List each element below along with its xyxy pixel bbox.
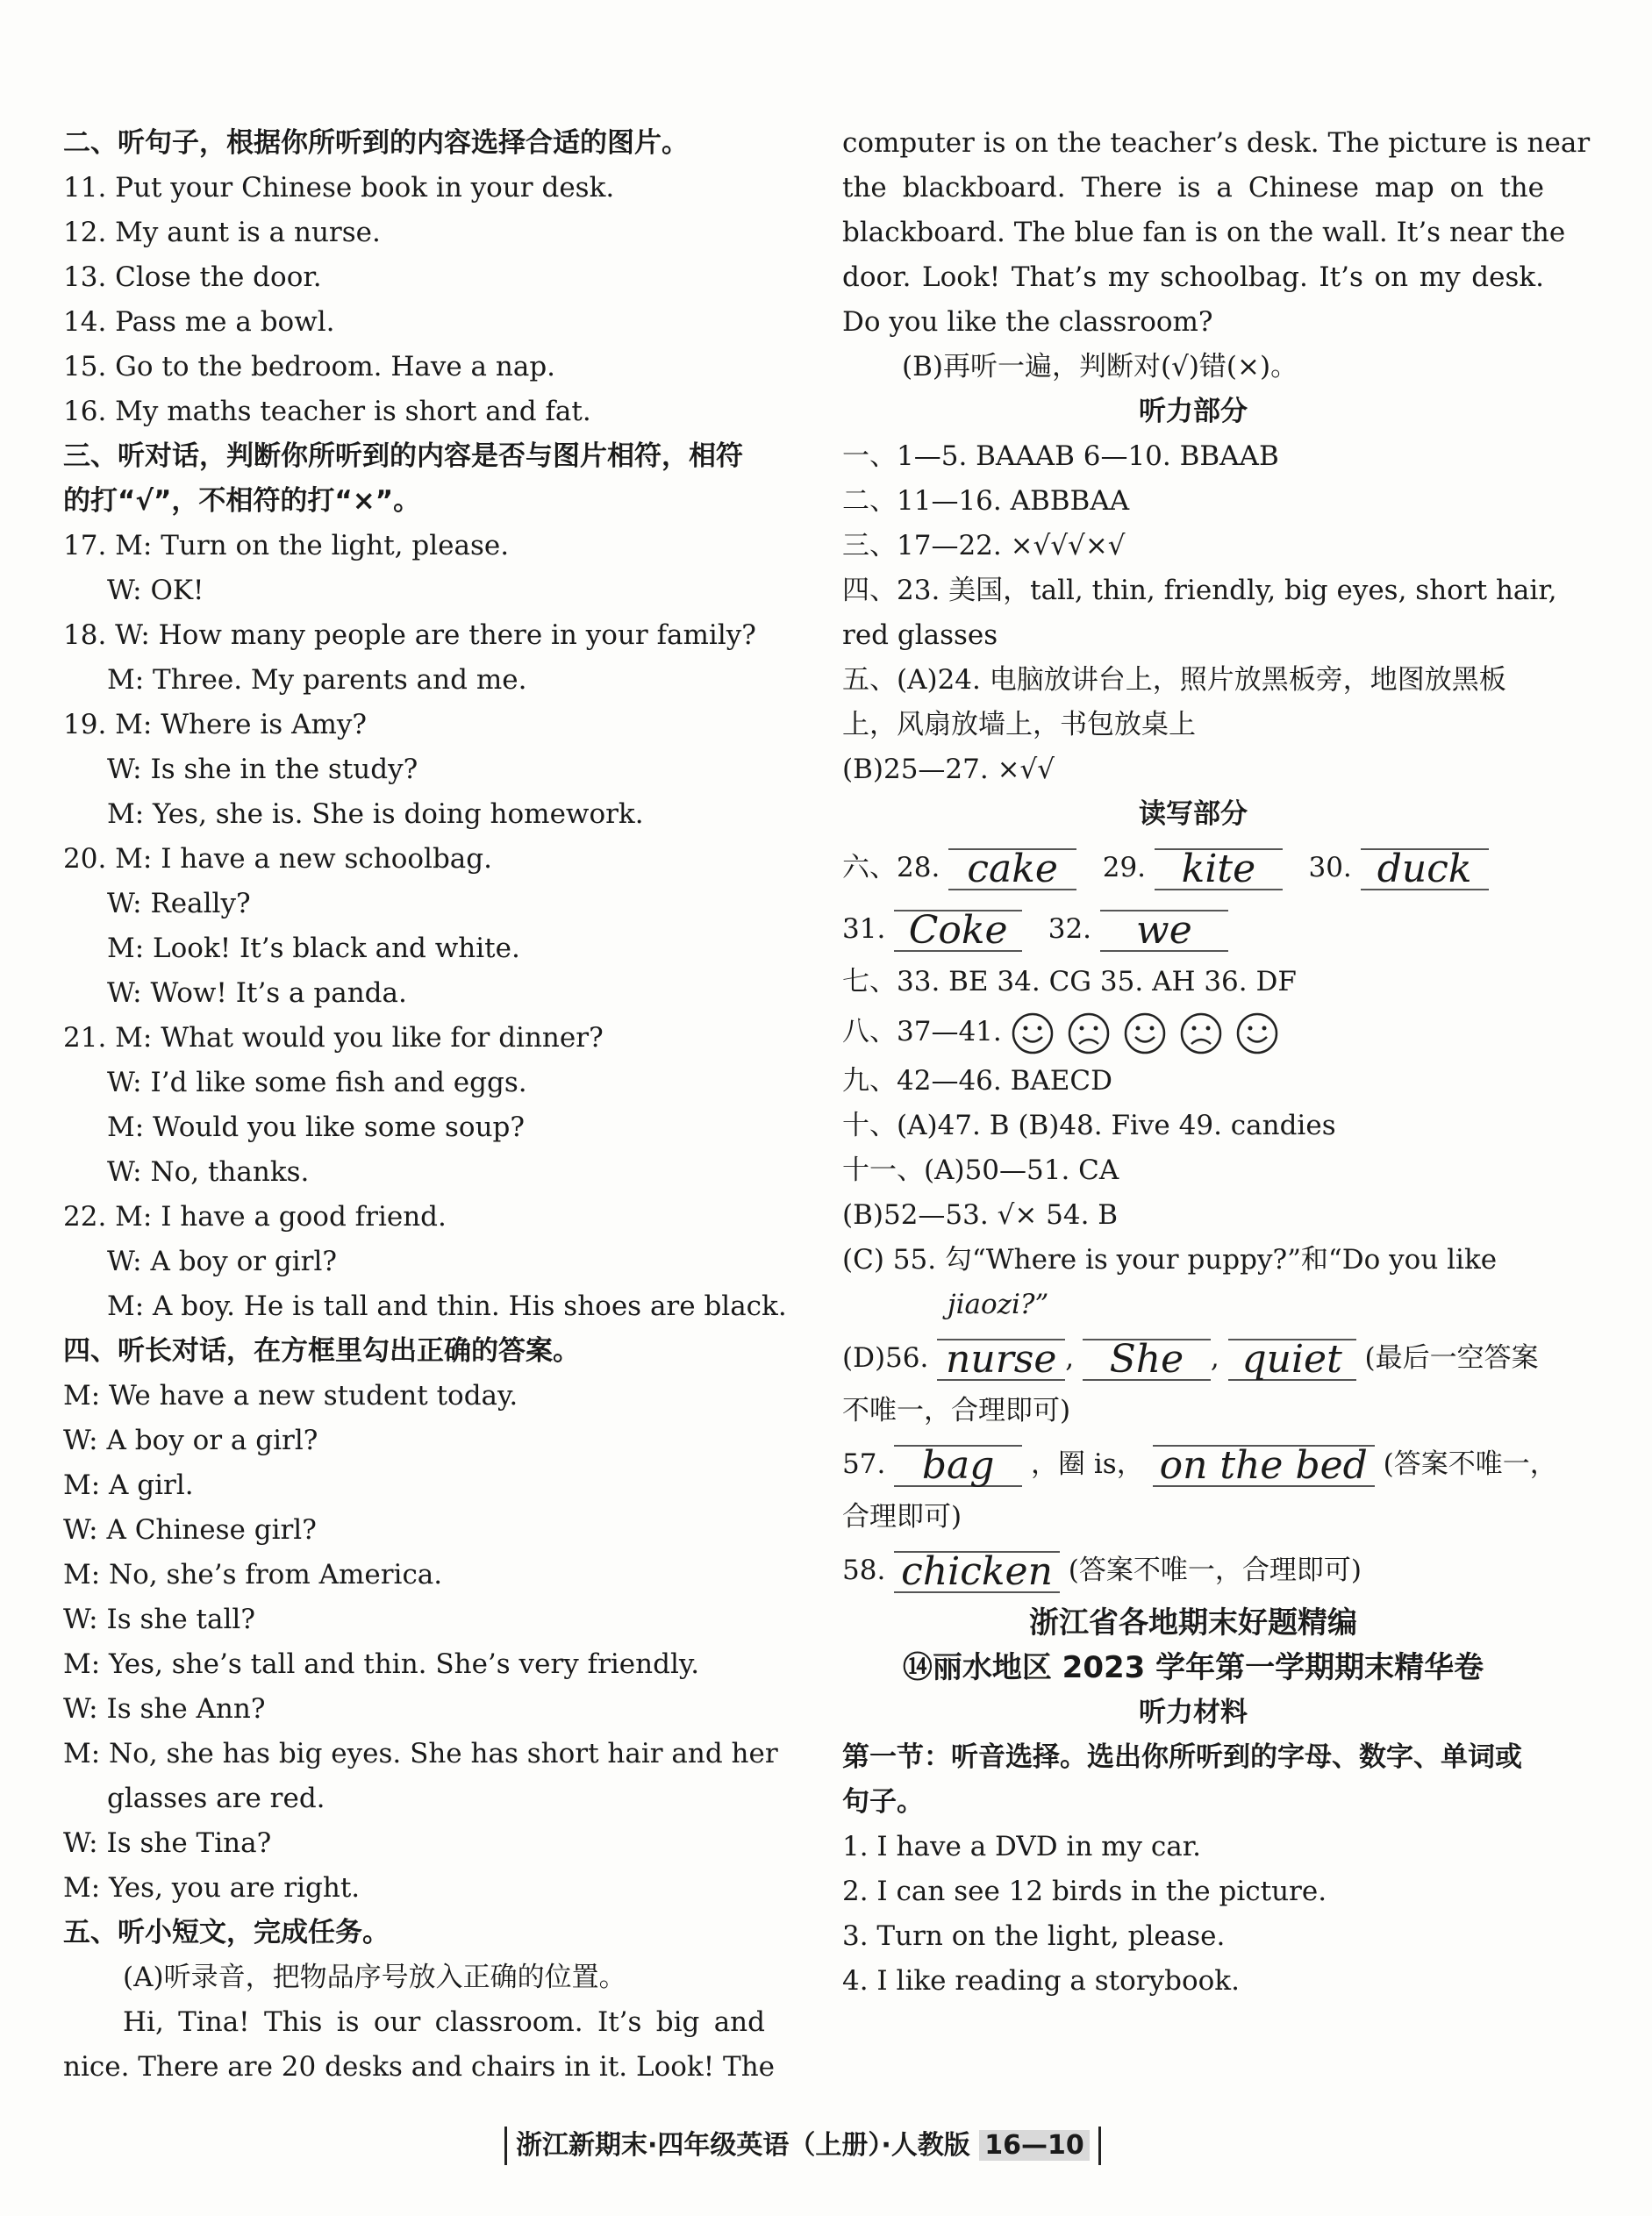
answer-line: 十、(A)47. B (B)48. Five 49. candies: [842, 1110, 1336, 1141]
answer-line: 七、33. BE 34. CG 35. AH 36. DF: [842, 966, 1297, 997]
passage-line: Hi, Tina! This is our classroom. It’s big and: [123, 2006, 765, 2038]
conversation-line: M: Yes, she’s tall and thin. She’s very friendly.: [63, 1648, 700, 1680]
section-3-title-cont: 的打“√”，不相符的打“×”。: [63, 485, 421, 517]
question-line: 1. I have a DVD in my car.: [842, 1831, 1202, 1862]
dialog-18-line: M: Three. My parents and me.: [107, 664, 527, 696]
handwritten-answer: duck: [1361, 848, 1489, 890]
answer-line-handwriting: [842, 1433, 1557, 1495]
answer-line: 九、42—46. BAECD: [842, 1065, 1112, 1097]
handwritten-answer: nurse: [937, 1339, 1065, 1381]
answer-number: 58.: [842, 1555, 886, 1586]
listening-heading: 听力部分: [1139, 396, 1248, 427]
dialog-20-line: W: Wow! It’s a panda.: [107, 977, 407, 1009]
listening-material-heading: 听力材料: [1139, 1697, 1248, 1728]
dialog-22-line: M: A boy. He is tall and thin. His shoes are black.: [107, 1290, 787, 1322]
footer-title: 浙江新期末·四年级英语（上册）·人教版: [516, 2130, 970, 2161]
dialog-20-line: M: Look! It’s black and white.: [107, 933, 520, 964]
dialog-19-line: W: Is she in the study?: [107, 754, 418, 785]
page-number: 16—10: [979, 2130, 1090, 2161]
handwritten-answer: She: [1083, 1339, 1211, 1381]
handwritten-answer: we: [1100, 910, 1228, 952]
sentence-12: 12. My aunt is a nurse.: [63, 217, 381, 248]
answer-number: 六、28.: [842, 852, 940, 883]
passage-line: door. Look! That’s my schoolbag. It’s on my desk.: [842, 261, 1544, 293]
answer-number: (D)56.: [842, 1342, 929, 1374]
conversation-line: W: A boy or a girl?: [63, 1425, 318, 1456]
question-line: 2. I can see 12 birds in the picture.: [842, 1876, 1327, 1907]
answer-number: 30.: [1308, 852, 1352, 883]
handwritten-answer: quiet: [1228, 1339, 1356, 1381]
conversation-line: M: We have a new student today.: [63, 1380, 518, 1412]
conversation-line: M: No, she’s from America.: [63, 1559, 443, 1591]
dialog-17-line: W: OK!: [107, 575, 204, 606]
dialog-22-line: W: A boy or girl?: [107, 1246, 338, 1277]
handwritten-answer: cake: [948, 848, 1076, 890]
dialog-20-line: 20. M: I have a new schoolbag.: [63, 843, 492, 875]
answer-line-faces: [842, 1004, 1544, 1059]
conversation-line: W: A Chinese girl?: [63, 1514, 317, 1546]
conversation-line: M: Yes, you are right.: [63, 1872, 361, 1904]
answer-line: jiaozi?”: [948, 1289, 1049, 1320]
dialog-21-line: W: No, thanks.: [107, 1156, 310, 1188]
dialog-22-line: 22. M: I have a good friend.: [63, 1201, 447, 1233]
part-1-title: 第一节：听音选择。选出你所听到的字母、数字、单词或: [842, 1741, 1522, 1773]
answer-line-handwriting: [842, 898, 1544, 960]
handwritten-answer: Coke: [894, 910, 1022, 952]
dialog-20-line: W: Really?: [107, 888, 251, 919]
answer-line: (C) 55. 勾“Where is your puppy?”和“Do you like: [842, 1244, 1498, 1276]
answer-line: 十一、(A)50—51. CA: [842, 1154, 1119, 1186]
question-line: 3. Turn on the light, please.: [842, 1920, 1226, 1952]
answer-line: 不唯一，合理即可): [842, 1395, 1071, 1426]
sentence-16: 16. My maths teacher is short and fat.: [63, 396, 591, 427]
conversation-line: M: A girl.: [63, 1469, 194, 1501]
smiley-face-icon: [1011, 1011, 1055, 1055]
sad-face-icon: [1179, 1011, 1223, 1055]
sentence-15: 15. Go to the bedroom. Have a nap.: [63, 351, 556, 382]
part-1-title-cont: 句子。: [842, 1786, 924, 1818]
section-3-title: 三、听对话，判断你所听到的内容是否与图片相符，相符: [63, 440, 743, 472]
section-5-title: 五、听小短文，完成任务。: [63, 1917, 390, 1948]
answer-line-handwriting: [842, 837, 1544, 898]
dialog-21-line: 21. M: What would you like for dinner?: [63, 1022, 604, 1054]
answer-note: (答案不唯一，: [1383, 1448, 1557, 1480]
answer-line: (B)25—27. ×√√: [842, 754, 1055, 785]
section-4-title: 四、听长对话，在方框里勾出正确的答案。: [63, 1335, 580, 1367]
left-column: [63, 121, 787, 2090]
answer-line: 五、(A)24. 电脑放讲台上，照片放黑板旁，地图放黑板: [842, 664, 1506, 696]
passage-line: nice. There are 20 desks and chairs in it. Look! The: [63, 2051, 776, 2083]
sentence-14: 14. Pass me a bowl.: [63, 306, 335, 338]
conversation-line: M: No, she has big eyes. She has short hair and her: [63, 1738, 778, 1769]
passage-line: blackboard. The blue fan is on the wall. It’s near the: [842, 217, 1566, 248]
handwritten-answer: kite: [1155, 848, 1283, 890]
answer-text: ，圈 is，: [1031, 1448, 1144, 1480]
passage-line: the blackboard. There is a Chinese map on the: [842, 172, 1544, 204]
conversation-line: W: Is she Tina?: [63, 1827, 272, 1859]
handwritten-answer: bag: [894, 1445, 1022, 1487]
page-footer: [504, 2127, 1101, 2165]
sad-face-icon: [1067, 1011, 1111, 1055]
answer-line: 二、11—16. ABBBAA: [842, 485, 1130, 517]
section-5-part-a: (A)听录音，把物品序号放入正确的位置。: [123, 1962, 626, 1993]
answer-note: (答案不唯一，合理即可): [1068, 1555, 1362, 1586]
reading-writing-heading: 读写部分: [1139, 798, 1248, 830]
answer-line: 四、23. 美国，tall, thin, friendly, big eyes, short hair,: [842, 575, 1557, 606]
conversation-line: W: Is she Ann?: [63, 1693, 266, 1725]
face-icons: [1011, 1016, 1291, 1047]
dialog-21-line: W: I’d like some fish and eggs.: [107, 1067, 527, 1098]
section-2-title: 二、听句子，根据你所听到的内容选择合适的图片。: [63, 127, 689, 159]
answer-number: 29.: [1102, 852, 1147, 883]
dialog-17-line: 17. M: Turn on the light, please.: [63, 530, 510, 561]
answer-number: 57.: [842, 1448, 886, 1480]
answer-line: 合理即可): [842, 1501, 962, 1533]
dialog-19-line: M: Yes, she is. She is doing homework.: [107, 798, 644, 830]
answer-line-handwriting: [842, 1540, 1544, 1601]
smiley-face-icon: [1235, 1011, 1279, 1055]
right-column: [842, 121, 1591, 2004]
passage-line: computer is on the teacher’s desk. The picture is near: [842, 127, 1591, 159]
answer-line-handwriting: (D)56. nurse , She , quiet (最后一空答案: [842, 1336, 1539, 1382]
answer-number: 32.: [1048, 913, 1092, 945]
conversation-line: W: Is she tall?: [63, 1604, 255, 1635]
handwritten-answer: chicken: [894, 1551, 1060, 1593]
dialog-18-line: 18. W: How many people are there in your family?: [63, 619, 756, 651]
section-5-part-b: (B)再听一遍，判断对(√)错(×)。: [902, 351, 1298, 382]
section-title: 浙江省各地期末好题精编: [1029, 1605, 1357, 1641]
answer-line: red glasses: [842, 619, 998, 651]
smiley-face-icon: [1123, 1011, 1167, 1055]
conversation-line: glasses are red.: [107, 1783, 325, 1814]
answer-line: 上，风扇放墙上，书包放桌上: [842, 709, 1196, 740]
handwritten-answer: on the bed: [1153, 1445, 1375, 1487]
sentence-11: 11. Put your Chinese book in your desk.: [63, 172, 615, 204]
answer-number: 31.: [842, 913, 886, 945]
dialog-21-line: M: Would you like some soup?: [107, 1112, 526, 1143]
answer-number: 八、37—41.: [842, 1016, 1002, 1047]
answer-note: (最后一空答案: [1364, 1342, 1539, 1374]
answer-line: 三、17—22. ×√√√×√: [842, 530, 1126, 561]
question-line: 4. I like reading a storybook.: [842, 1965, 1240, 1997]
passage-line: Do you like the classroom?: [842, 306, 1213, 338]
answer-line: 一、1—5. BAAAB 6—10. BBAAB: [842, 440, 1279, 472]
exam-title: ⑭丽水地区 2023 学年第一学期期末精华卷: [902, 1650, 1484, 1685]
answer-line: (B)52—53. √× 54. B: [842, 1199, 1119, 1231]
dialog-19-line: 19. M: Where is Amy?: [63, 709, 367, 740]
sentence-13: 13. Close the door.: [63, 261, 322, 293]
